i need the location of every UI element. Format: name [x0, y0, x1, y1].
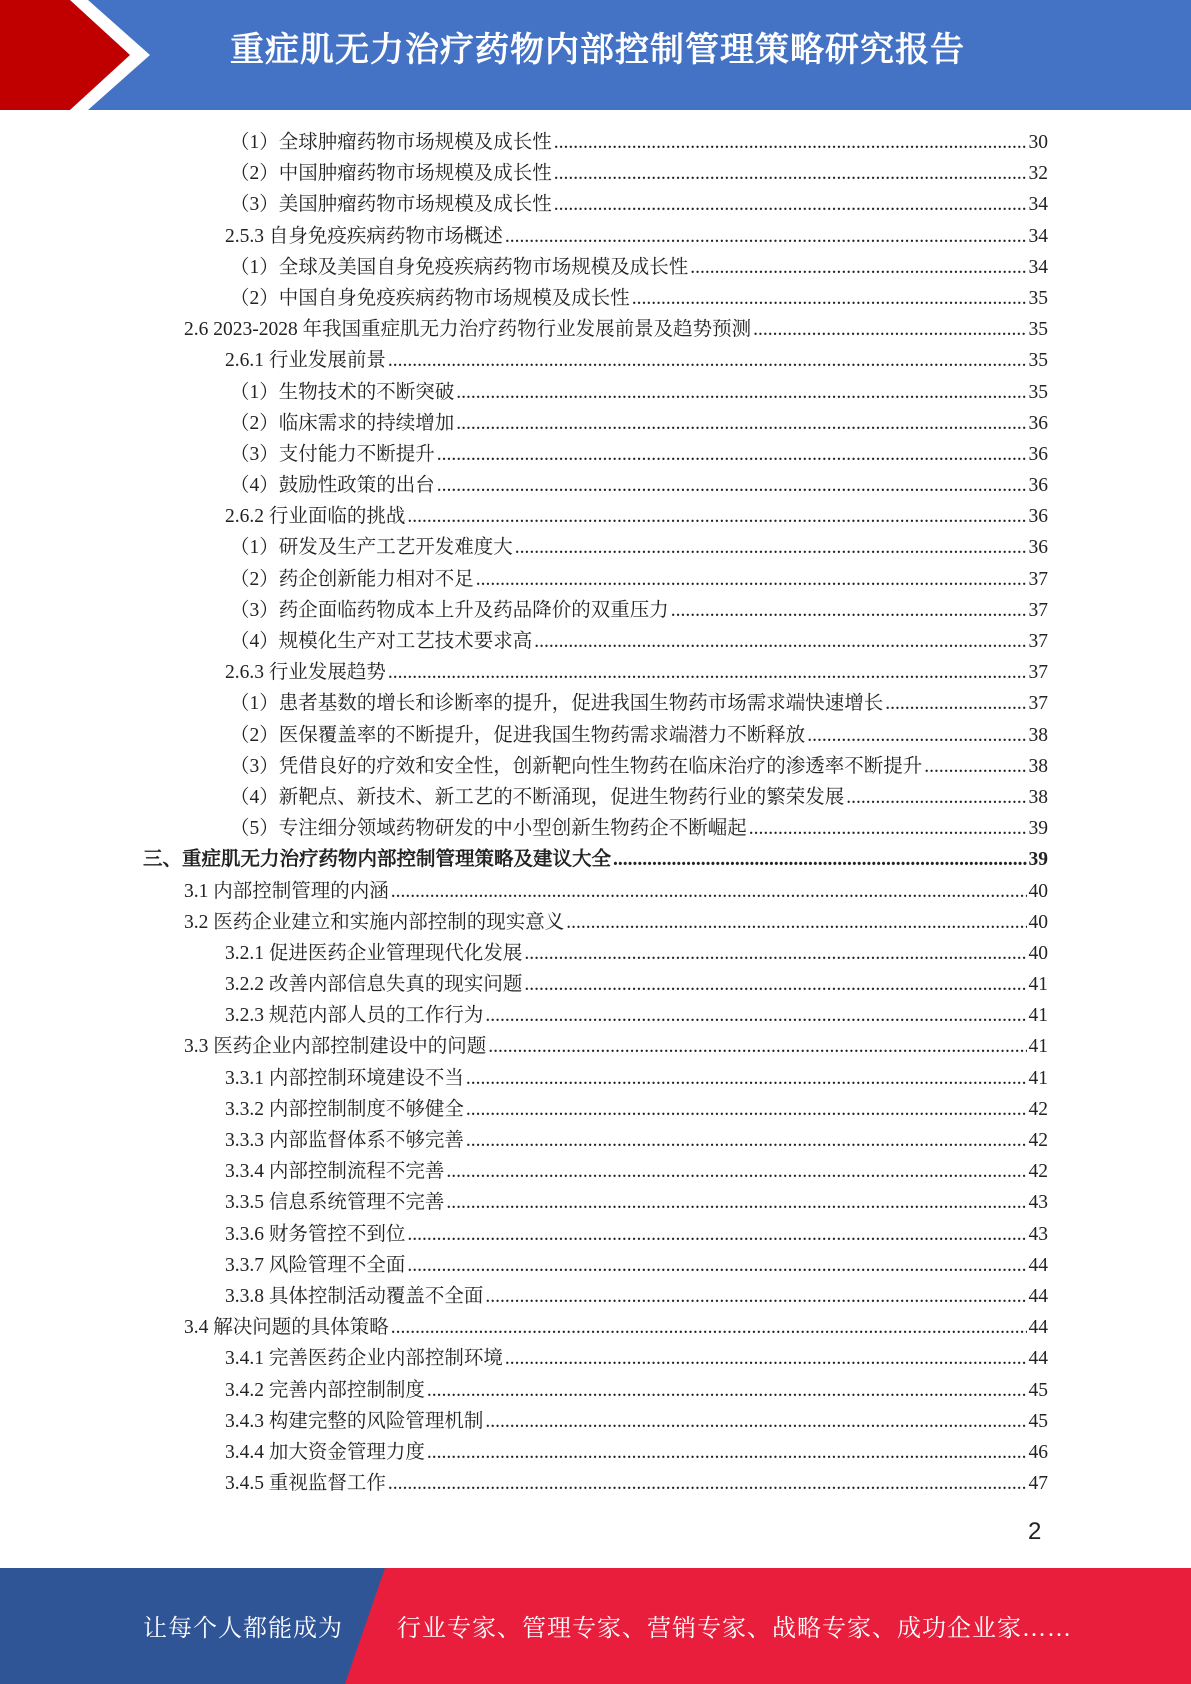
toc-entry-label: 3.2.3 规范内部人员的工作行为 — [225, 1005, 484, 1027]
toc-entry-row — [230, 564, 1048, 595]
toc-entry-page: 39 — [1028, 818, 1048, 840]
toc-entry-label: 3.1 内部控制管理的内涵 — [184, 880, 389, 902]
toc-entry-page: 36 — [1028, 443, 1048, 465]
toc-entry-page: 37 — [1028, 631, 1048, 652]
toc-entry-row — [225, 1000, 1048, 1031]
toc-entry-label: 2.6.2 行业面临的挑战 — [225, 506, 406, 528]
toc-entry-page: 38 — [1028, 755, 1048, 777]
toc-entry[interactable] — [0, 1468, 1191, 1499]
toc-entry-page: 37 — [1028, 599, 1048, 621]
toc-entry-row — [225, 1281, 1048, 1312]
toc-entry[interactable] — [0, 1375, 1191, 1406]
toc-entry-row — [225, 1406, 1048, 1437]
toc-entry-row — [230, 688, 1048, 719]
toc-entry[interactable] — [0, 907, 1191, 938]
toc-entry-row — [184, 876, 1048, 907]
toc-entry[interactable] — [0, 1156, 1191, 1187]
toc-entry-page: 30 — [1028, 132, 1048, 153]
toc-dot-leader — [554, 127, 1027, 158]
toc-entry[interactable] — [0, 1343, 1191, 1374]
toc-entry-label: 3.3.3 内部监督体系不够完善 — [225, 1130, 464, 1151]
toc-dot-leader — [388, 345, 1027, 376]
toc-entry-page: 44 — [1028, 1254, 1048, 1276]
toc-dot-leader — [524, 969, 1026, 1000]
toc-entry-label: 3.3.5 信息系统管理不完善 — [225, 1192, 445, 1214]
toc-entry-page: 40 — [1028, 880, 1048, 902]
toc-entry-page: 40 — [1028, 911, 1048, 933]
toc-entry-row — [225, 1125, 1048, 1156]
toc-entry-row — [225, 1343, 1048, 1374]
footer-slogan-left: 让每个人都能成为 — [143, 1616, 343, 1642]
toc-entry-row — [143, 844, 1048, 875]
toc-dot-leader — [407, 1250, 1026, 1281]
toc-entry-label: 3.4.5 重视监督工作 — [225, 1473, 386, 1495]
toc-dot-leader — [749, 813, 1027, 844]
toc-entry-page: 42 — [1028, 1130, 1048, 1151]
toc-entry-page: 35 — [1028, 350, 1048, 372]
toc-entry-row — [230, 595, 1048, 626]
toc-entry-row — [230, 252, 1048, 283]
toc-entry-row — [230, 470, 1048, 501]
toc-dot-leader — [446, 1187, 1026, 1218]
toc-entry-page: 34 — [1028, 225, 1048, 247]
toc-entry-row — [230, 626, 1048, 657]
toc-entry-label: 3.2 医药企业建立和实施内部控制的现实意义 — [184, 911, 565, 933]
toc-entry-page: 43 — [1028, 1223, 1048, 1245]
toc-entry-page: 38 — [1028, 786, 1048, 808]
toc-entry-label: （3）支付能力不断提升 — [230, 443, 435, 465]
toc-dot-leader — [554, 158, 1027, 189]
toc-entry[interactable] — [0, 595, 1191, 626]
toc-entry[interactable] — [0, 1063, 1191, 1094]
toc-dot-leader — [485, 1406, 1026, 1437]
page-header — [0, 0, 1191, 110]
toc-dot-leader — [407, 1219, 1026, 1250]
toc-entry-row — [225, 1156, 1048, 1187]
toc-entry-label: （2）中国肿瘤药物市场规模及成长性 — [230, 163, 552, 185]
toc-entry-row — [225, 1219, 1048, 1250]
toc-entry[interactable] — [0, 782, 1191, 813]
toc-entry-page: 44 — [1028, 1285, 1048, 1307]
toc-entry-row — [230, 782, 1048, 813]
toc-entry[interactable] — [0, 969, 1191, 1000]
toc-dot-leader — [505, 1343, 1027, 1374]
toc-dot-leader — [476, 564, 1027, 595]
toc-entry-page: 41 — [1028, 974, 1048, 996]
toc-entry-page: 45 — [1028, 1410, 1048, 1432]
toc-entry-page: 43 — [1028, 1192, 1048, 1214]
toc-entry[interactable] — [0, 1437, 1191, 1468]
toc-entry-page: 36 — [1028, 475, 1048, 497]
table-of-contents — [0, 127, 1191, 1499]
toc-entry-row — [184, 907, 1048, 938]
toc-entry-label: 3.4.1 完善医药企业内部控制环境 — [225, 1348, 503, 1370]
toc-entry-row — [230, 127, 1048, 158]
toc-dot-leader — [534, 626, 1026, 657]
toc-dot-leader — [456, 377, 1026, 408]
toc-entry-label: 3.3.1 内部控制环境建设不当 — [225, 1067, 464, 1089]
report-title: 重症肌无力治疗药物内部控制管理策略研究报告 — [230, 30, 965, 70]
toc-entry[interactable] — [0, 1031, 1191, 1062]
toc-dot-leader — [466, 1125, 1027, 1156]
toc-entry[interactable] — [0, 1125, 1191, 1156]
toc-entry-page: 36 — [1028, 506, 1048, 528]
toc-entry[interactable] — [0, 221, 1191, 252]
toc-entry-label: （1）全球及美国自身免疫疾病药物市场规模及成长性 — [230, 256, 689, 278]
toc-dot-leader — [466, 1094, 1027, 1125]
toc-dot-leader — [846, 782, 1026, 813]
toc-entry-label: 2.6.3 行业发展趋势 — [225, 662, 386, 684]
toc-entry[interactable] — [0, 1406, 1191, 1437]
toc-entry-label: （3）美国肿瘤药物市场规模及成长性 — [230, 194, 552, 216]
toc-entry-label: （2）医保覆盖率的不断提升，促进我国生物药需求端潜力不断释放 — [230, 724, 806, 746]
toc-dot-leader — [613, 844, 1026, 875]
toc-entry-row — [225, 1375, 1048, 1406]
toc-entry-row — [230, 158, 1048, 189]
toc-entry[interactable] — [0, 189, 1191, 220]
toc-dot-leader — [515, 532, 1027, 563]
toc-entry-label: （1）患者基数的增长和诊断率的提升，促进我国生物药市场需求端快速增长 — [230, 693, 884, 715]
toc-entry-page: 37 — [1028, 693, 1048, 715]
toc-entry-row — [230, 532, 1048, 563]
toc-entry[interactable] — [0, 626, 1191, 657]
toc-entry[interactable] — [0, 158, 1191, 189]
toc-entry-row — [225, 1250, 1048, 1281]
toc-entry-label: 3.3.8 具体控制活动覆盖不全面 — [225, 1285, 484, 1307]
toc-entry-page: 34 — [1028, 256, 1048, 278]
toc-dot-leader — [437, 439, 1027, 470]
toc-entry-label: （1）生物技术的不断突破 — [230, 381, 455, 403]
toc-dot-leader — [485, 1000, 1026, 1031]
toc-entry-row — [230, 283, 1048, 314]
toc-dot-leader — [427, 1437, 1027, 1468]
toc-entry-label: 2.6.1 行业发展前景 — [225, 350, 386, 372]
toc-dot-leader — [388, 1468, 1027, 1499]
toc-entry-page: 40 — [1028, 942, 1048, 964]
toc-entry-label: 3.3.4 内部控制流程不完善 — [225, 1161, 445, 1183]
toc-entry-row — [225, 1468, 1048, 1499]
toc-dot-leader — [924, 751, 1026, 782]
toc-entry[interactable] — [0, 532, 1191, 563]
toc-entry-row — [184, 314, 1048, 345]
toc-dot-leader — [388, 657, 1027, 688]
toc-entry-row — [184, 1312, 1048, 1343]
toc-entry[interactable] — [0, 564, 1191, 595]
toc-entry[interactable] — [0, 501, 1191, 532]
toc-entry-label: 2.6 2023-2028 年我国重症肌无力治疗药物行业发展前景及趋势预测 — [184, 319, 752, 341]
toc-entry-label: （2）药企创新能力相对不足 — [230, 568, 474, 590]
toc-entry[interactable] — [0, 1187, 1191, 1218]
toc-entry-page: 39 — [1028, 849, 1048, 871]
toc-entry[interactable] — [0, 1219, 1191, 1250]
toc-entry-row — [230, 720, 1048, 751]
toc-dot-leader — [671, 595, 1027, 626]
toc-entry-page: 37 — [1028, 662, 1048, 684]
toc-entry-label: 3.2.1 促进医药企业管理现代化发展 — [225, 942, 523, 964]
toc-entry-label: （1）研发及生产工艺开发难度大 — [230, 537, 513, 559]
toc-entry-page: 38 — [1028, 724, 1048, 746]
toc-dot-leader — [391, 1312, 1027, 1343]
toc-dot-leader — [437, 470, 1027, 501]
toc-entry[interactable] — [0, 751, 1191, 782]
toc-entry[interactable] — [0, 813, 1191, 844]
toc-entry[interactable] — [0, 844, 1191, 875]
toc-entry-label: （4）鼓励性政策的出台 — [230, 475, 435, 497]
toc-entry[interactable] — [0, 470, 1191, 501]
toc-entry-row — [225, 501, 1048, 532]
toc-entry-page: 44 — [1028, 1348, 1048, 1370]
toc-dot-leader — [524, 938, 1026, 969]
toc-entry-label: 3.4 解决问题的具体策略 — [184, 1317, 389, 1339]
toc-dot-leader — [456, 408, 1026, 439]
toc-entry-label: 2.5.3 自身免疫疾病药物市场概述 — [225, 225, 503, 247]
footer-slogan-right: 行业专家、管理专家、营销专家、战略专家、成功企业家…… — [397, 1616, 1072, 1642]
toc-entry[interactable] — [0, 938, 1191, 969]
toc-entry-row — [225, 1437, 1048, 1468]
toc-entry[interactable] — [0, 1250, 1191, 1281]
toc-entry-row — [230, 408, 1048, 439]
toc-entry-row — [230, 813, 1048, 844]
toc-entry-page: 42 — [1028, 1161, 1048, 1183]
toc-entry-page: 32 — [1028, 163, 1048, 185]
toc-entry-label: （5）专注细分领域药物研发的中小型创新生物药企不断崛起 — [230, 818, 747, 840]
toc-entry[interactable] — [0, 657, 1191, 688]
toc-dot-leader — [807, 720, 1026, 751]
toc-entry-row — [230, 751, 1048, 782]
toc-entry-label: 3.3.6 财务管控不到位 — [225, 1223, 406, 1245]
toc-entry-page: 37 — [1028, 568, 1048, 590]
toc-dot-leader — [488, 1031, 1026, 1062]
page-number: 2 — [1028, 1518, 1042, 1545]
toc-entry[interactable] — [0, 283, 1191, 314]
toc-dot-leader — [885, 688, 1026, 719]
toc-entry-label: 3.3.7 风险管理不全面 — [225, 1254, 406, 1276]
toc-entry-page: 42 — [1028, 1098, 1048, 1120]
toc-entry-label: （1）全球肿瘤药物市场规模及成长性 — [230, 132, 552, 153]
toc-dot-leader — [753, 314, 1026, 345]
toc-dot-leader — [505, 221, 1027, 252]
toc-dot-leader — [407, 501, 1026, 532]
toc-entry[interactable] — [0, 720, 1191, 751]
toc-entry-label: 3.4.3 构建完整的风险管理机制 — [225, 1410, 484, 1432]
toc-entry-label: 3.4.4 加大资金管理力度 — [225, 1441, 425, 1463]
toc-entry[interactable] — [0, 439, 1191, 470]
toc-entry-label: （2）中国自身免疫疾病药物市场规模及成长性 — [230, 287, 630, 309]
toc-entry[interactable] — [0, 252, 1191, 283]
toc-entry-page: 45 — [1028, 1379, 1048, 1401]
toc-entry-label: 3.3.2 内部控制制度不够健全 — [225, 1098, 464, 1120]
toc-entry[interactable] — [0, 1094, 1191, 1125]
toc-entry-label: 三、重症肌无力治疗药物内部控制管理策略及建议大全 — [143, 849, 612, 871]
toc-entry-page: 41 — [1028, 1005, 1048, 1027]
toc-entry-row — [230, 189, 1048, 220]
toc-entry-row — [225, 221, 1048, 252]
toc-entry-page: 35 — [1028, 287, 1048, 309]
toc-entry-label: 3.3 医药企业内部控制建设中的问题 — [184, 1036, 487, 1058]
toc-entry-page: 46 — [1028, 1441, 1048, 1463]
toc-entry-row — [225, 1094, 1048, 1125]
toc-entry[interactable] — [0, 345, 1191, 376]
toc-entry-label: （2）临床需求的持续增加 — [230, 412, 455, 434]
toc-entry[interactable] — [0, 377, 1191, 408]
toc-entry-label: 3.2.2 改善内部信息失真的现实问题 — [225, 974, 523, 996]
toc-dot-leader — [391, 876, 1027, 907]
page-footer — [0, 1568, 1191, 1684]
toc-entry-row — [184, 1031, 1048, 1062]
toc-entry-label: （3）凭借良好的疗效和安全性，创新靶向性生物药在临床治疗的渗透率不断提升 — [230, 755, 923, 777]
toc-entry[interactable] — [0, 1281, 1191, 1312]
toc-entry[interactable] — [0, 127, 1191, 158]
toc-entry-page: 36 — [1028, 412, 1048, 434]
toc-entry-label: （3）药企面临药物成本上升及药品降价的双重压力 — [230, 599, 669, 621]
toc-entry[interactable] — [0, 876, 1191, 907]
toc-dot-leader — [566, 907, 1026, 938]
toc-dot-leader — [632, 283, 1027, 314]
toc-entry-label: （4）规模化生产对工艺技术要求高 — [230, 631, 533, 652]
toc-entry[interactable] — [0, 1312, 1191, 1343]
toc-entry[interactable] — [0, 688, 1191, 719]
toc-entry-page: 41 — [1028, 1036, 1048, 1058]
toc-entry-page: 34 — [1028, 194, 1048, 216]
toc-dot-leader — [446, 1156, 1026, 1187]
toc-entry-row — [225, 1063, 1048, 1094]
toc-entry-row — [230, 439, 1048, 470]
toc-entry-page: 47 — [1028, 1473, 1048, 1495]
toc-entry-page: 35 — [1028, 319, 1048, 341]
toc-dot-leader — [485, 1281, 1026, 1312]
toc-entry-row — [225, 969, 1048, 1000]
toc-entry-page: 41 — [1028, 1067, 1048, 1089]
toc-entry-label: （4）新靶点、新技术、新工艺的不断涌现，促进生物药行业的繁荣发展 — [230, 786, 845, 808]
toc-entry-row — [225, 657, 1048, 688]
toc-entry-row — [225, 938, 1048, 969]
toc-entry-page: 44 — [1028, 1317, 1048, 1339]
toc-entry-label: 3.4.2 完善内部控制制度 — [225, 1379, 425, 1401]
toc-entry[interactable] — [0, 1000, 1191, 1031]
toc-entry[interactable] — [0, 408, 1191, 439]
toc-dot-leader — [466, 1063, 1027, 1094]
toc-dot-leader — [427, 1375, 1027, 1406]
toc-entry-page: 35 — [1028, 381, 1048, 403]
toc-entry-row — [225, 1187, 1048, 1218]
toc-dot-leader — [554, 189, 1027, 220]
toc-dot-leader — [690, 252, 1026, 283]
toc-entry[interactable] — [0, 314, 1191, 345]
header-arrow-decoration — [0, 0, 160, 110]
toc-entry-row — [230, 377, 1048, 408]
toc-entry-page: 36 — [1028, 537, 1048, 559]
toc-entry-row — [225, 345, 1048, 376]
